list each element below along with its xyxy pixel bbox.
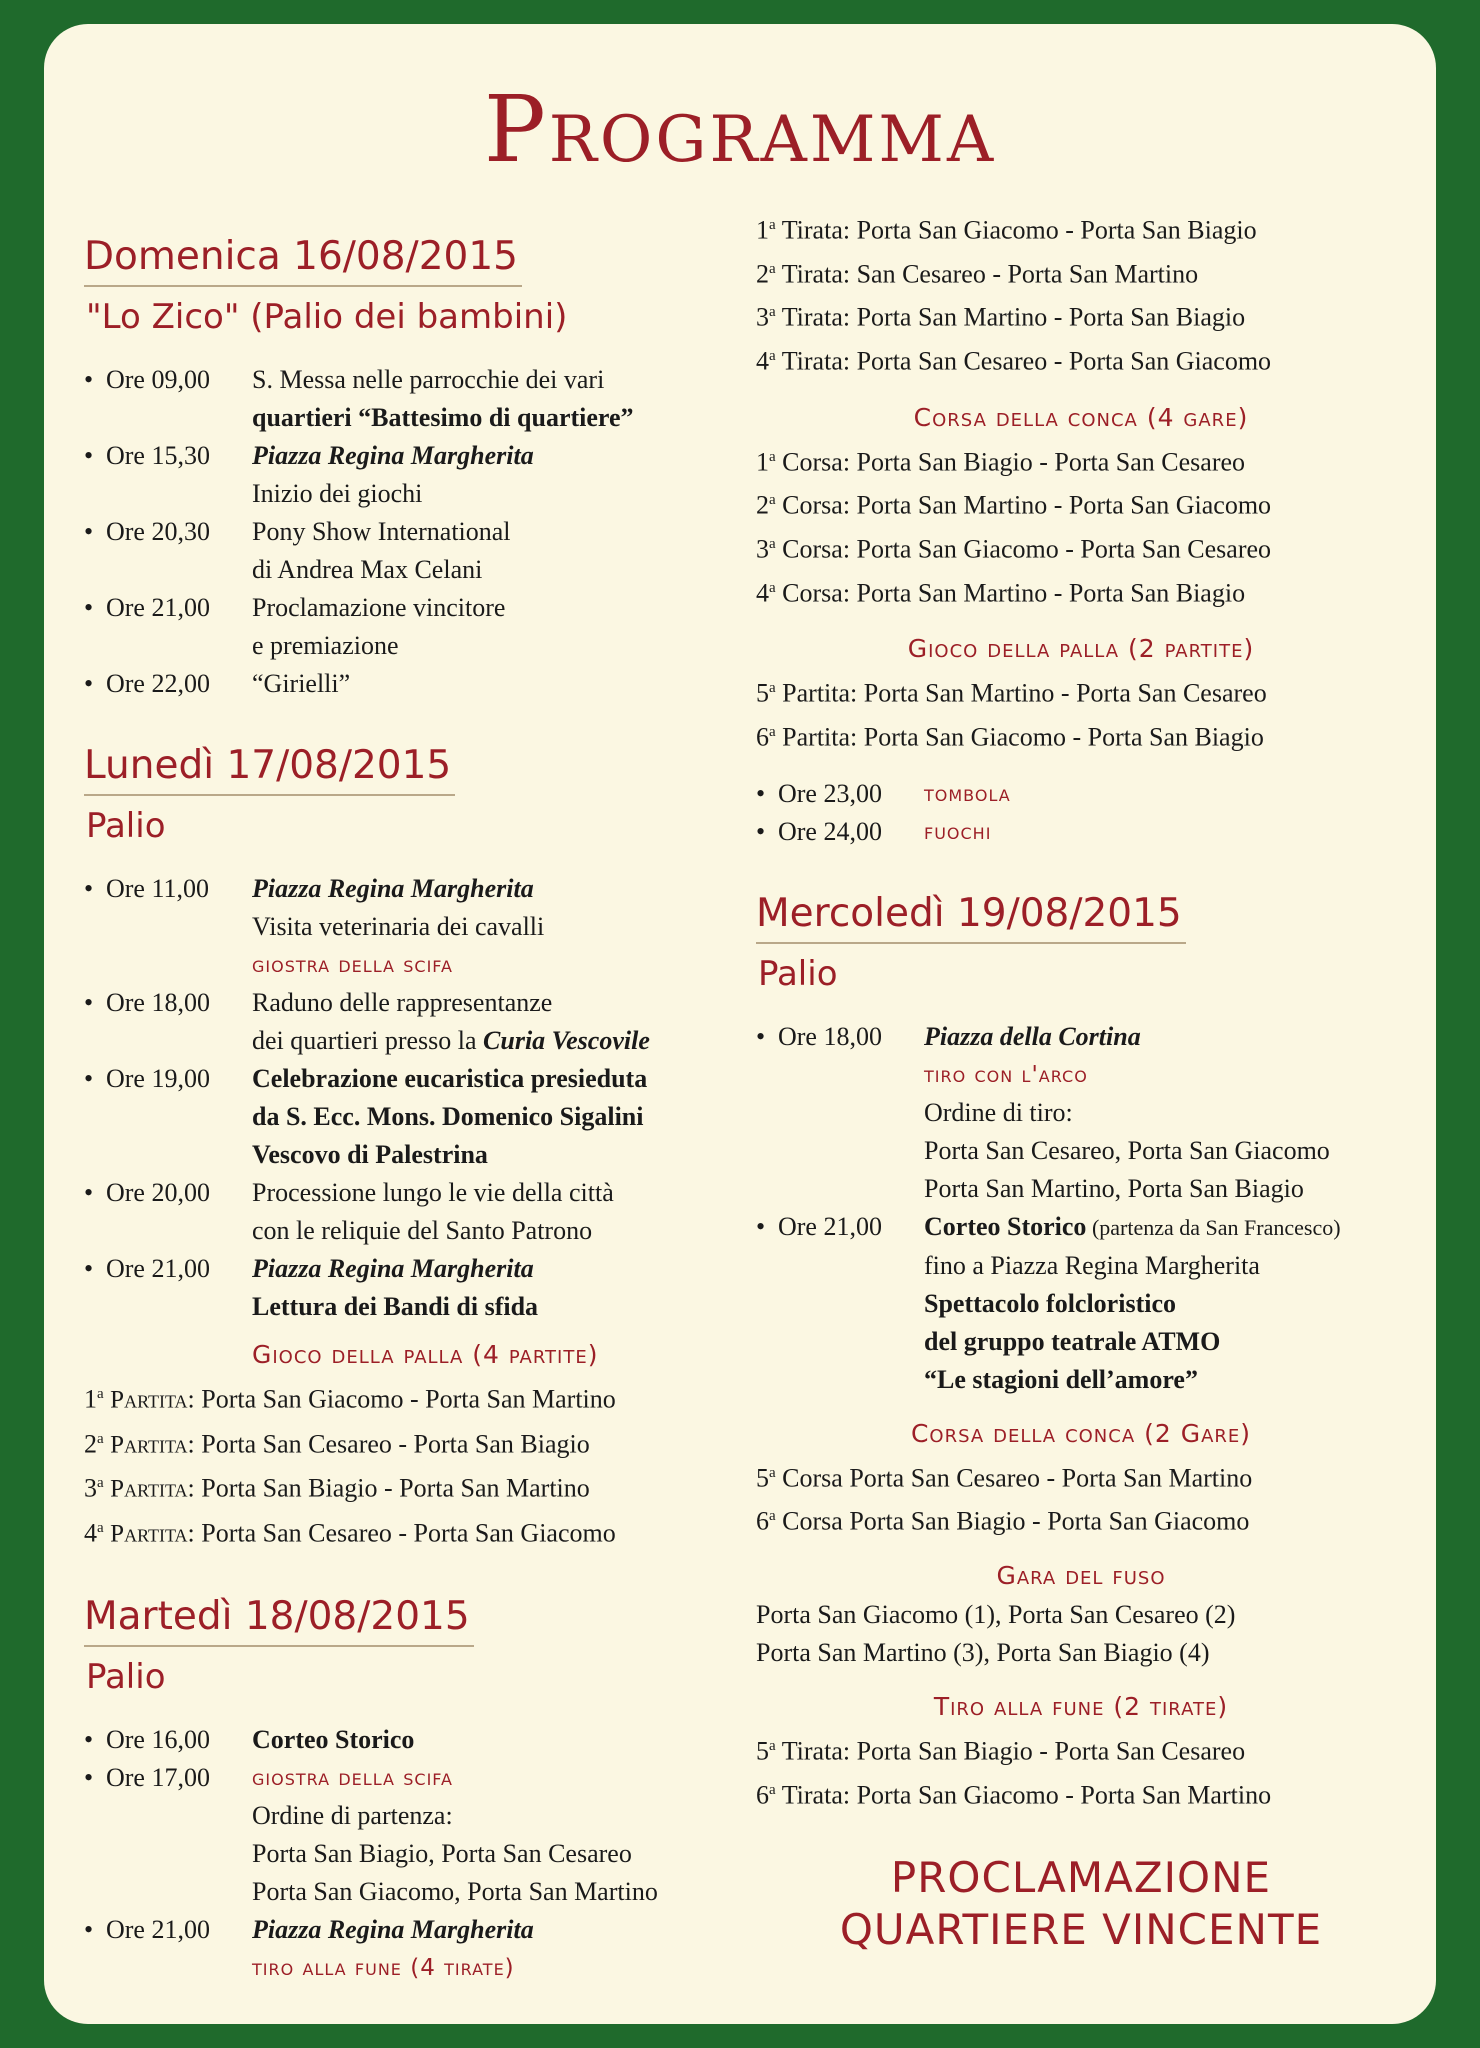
section-heading: Gioco della palla (2 partite) bbox=[907, 634, 1255, 664]
event-time: Ore 21,00 bbox=[106, 1254, 210, 1283]
bullet: • bbox=[84, 1178, 94, 1207]
event-time: Ore 16,00 bbox=[106, 1724, 210, 1754]
event-time: Ore 21,00 bbox=[106, 1914, 210, 1944]
bullet: • bbox=[84, 441, 94, 470]
match-line: 2$^a$ Partita: Porta San Cesareo - Porta San Biagio bbox=[84, 1429, 590, 1459]
event-line: Lettura dei Bandi di sfida bbox=[252, 1292, 539, 1321]
day-subtitle-tuesday: Palio bbox=[86, 1656, 166, 1697]
event-line: tombola bbox=[924, 780, 1011, 807]
event-item bbox=[84, 1250, 764, 1326]
bullet: • bbox=[84, 669, 94, 698]
bullet: • bbox=[84, 365, 94, 394]
event-item bbox=[756, 1208, 1406, 1399]
final-line-1: PROCLAMAZIONE bbox=[890, 1853, 1272, 1903]
corsa-line: 2$^a$ Corsa: Porta San Martino - Porta San Giacomo bbox=[756, 490, 1272, 520]
event-item bbox=[84, 437, 764, 513]
event-line: tiro alla fune (4 tirate) bbox=[252, 1954, 515, 1981]
event-line: “Le stagioni dell’amore” bbox=[924, 1364, 1198, 1394]
right-column bbox=[756, 206, 1406, 1956]
partita-line: 6$^a$ Partita: Porta San Giacomo - Porta San Biagio bbox=[756, 722, 1264, 752]
corsa-line: 4$^a$ Corsa: Porta San Martino - Porta San Biagio bbox=[756, 578, 1246, 608]
event-line: Piazza Regina Margherita bbox=[252, 874, 534, 903]
partita-line: 5$^a$ Partita: Porta San Martino - Porta San Cesareo bbox=[756, 678, 1267, 708]
day-subtitle-wednesday: Palio bbox=[758, 953, 838, 994]
event-line: Piazza Regina Margherita bbox=[252, 1914, 534, 1944]
corsa-line: 1$^a$ Corsa: Porta San Biagio - Porta San Cesareo bbox=[756, 447, 1246, 477]
event-line: Porta San Giacomo, Porta San Martino bbox=[252, 1876, 658, 1906]
section-heading: Corsa della conca (2 Gare) bbox=[910, 1418, 1252, 1448]
event-line: Vescovo di Palestrina bbox=[252, 1140, 488, 1169]
fuso-line: Porta San Giacomo (1), Porta San Cesareo (2) bbox=[756, 1599, 1236, 1629]
event-time: Ore 09,00 bbox=[106, 365, 210, 394]
tirata-line: 3$^a$ Tirata: Porta San Martino - Porta San Biagio bbox=[756, 302, 1246, 332]
event-line: Spettacolo folcloristico bbox=[924, 1288, 1176, 1318]
event-line: giostra della scifa bbox=[252, 1764, 453, 1791]
event-time: Ore 22,00 bbox=[106, 669, 210, 698]
event-line: Porta San Cesareo, Porta San Giacomo bbox=[924, 1135, 1330, 1165]
event-line: dei quartieri presso la bbox=[252, 1026, 484, 1055]
event-item bbox=[84, 589, 764, 665]
section-heading: Gioco della palla (4 partite) bbox=[252, 1340, 599, 1369]
event-time: Ore 20,30 bbox=[106, 517, 210, 546]
section-heading: Corsa della conca (4 gare) bbox=[913, 402, 1249, 432]
event-time: Ore 17,00 bbox=[106, 1762, 210, 1792]
section-heading: Tiro alla fune (2 tirate) bbox=[933, 1691, 1229, 1721]
event-line: Ordine di tiro: bbox=[924, 1097, 1073, 1127]
day-heading-wednesday: Mercoledì 19/08/2015 bbox=[756, 891, 1186, 944]
event-line: Visita veterinaria dei cavalli bbox=[252, 912, 545, 941]
event-time: Ore 20,00 bbox=[106, 1178, 210, 1207]
event-line: tiro con l'arco bbox=[924, 1061, 1088, 1088]
tirata-line: 5$^a$ Tirata: Porta San Biagio - Porta San Cesareo bbox=[756, 1736, 1246, 1766]
bullet: • bbox=[84, 1254, 94, 1283]
event-item bbox=[84, 513, 764, 589]
program-card bbox=[44, 24, 1436, 2024]
tirata-line: 4$^a$ Tirata: Porta San Cesareo - Porta San Giacomo bbox=[756, 346, 1272, 376]
event-line: del gruppo teatrale ATMO bbox=[924, 1326, 1221, 1356]
event-line: Ordine di partenza: bbox=[252, 1800, 453, 1830]
event-line: di Andrea Max Celani bbox=[252, 555, 483, 584]
event-line: Piazza Regina Margherita bbox=[252, 1254, 534, 1283]
event-item bbox=[84, 870, 764, 984]
corsa-line: 5$^a$ Corsa Porta San Cesareo - Porta San Martino bbox=[756, 1463, 1253, 1493]
event-line: fino a Piazza Regina Margherita bbox=[924, 1250, 1260, 1280]
event-item bbox=[756, 1018, 1406, 1208]
event-line: Corteo Storico bbox=[252, 1724, 415, 1754]
bullet: • bbox=[84, 593, 94, 622]
event-item bbox=[84, 1759, 764, 1911]
match-line: 1$^a$ Partita: Porta San Giacomo - Porta San Martino bbox=[84, 1384, 616, 1414]
bullet: • bbox=[84, 874, 94, 903]
tirata-line: 2$^a$ Tirata: San Cesareo - Porta San Martino bbox=[756, 259, 1199, 289]
event-line: quartieri “Battesimo di quartiere” bbox=[252, 403, 634, 432]
bullet: • bbox=[756, 816, 766, 846]
event-line: Processione lungo le vie della città bbox=[252, 1178, 614, 1207]
event-line: giostra della scifa bbox=[252, 952, 453, 978]
match-line: 3$^a$ Partita: Porta San Biagio - Porta San Martino bbox=[84, 1473, 590, 1503]
event-line: Inizio dei giochi bbox=[252, 479, 423, 508]
event-time: Ore 19,00 bbox=[106, 1064, 210, 1093]
event-line: Piazza Regina Margherita bbox=[252, 441, 534, 470]
corsa-line: 3$^a$ Corsa: Porta San Giacomo - Porta San Cesareo bbox=[756, 534, 1272, 564]
event-line-emph: Curia Vescovile bbox=[483, 1026, 650, 1055]
event-line: Raduno delle rappresentanze bbox=[252, 988, 553, 1017]
event-line: Proclamazione vincitore bbox=[252, 593, 506, 622]
event-line: Pony Show International bbox=[252, 517, 511, 546]
event-item bbox=[756, 813, 1406, 851]
bullet: • bbox=[84, 517, 94, 546]
bullet: • bbox=[756, 1211, 766, 1241]
event-line: Porta San Martino, Porta San Biagio bbox=[924, 1173, 1304, 1203]
event-time: Ore 21,00 bbox=[778, 1211, 882, 1241]
day-heading-sunday: Domenica 16/08/2015 bbox=[84, 234, 522, 287]
event-time: Ore 18,00 bbox=[778, 1021, 882, 1051]
event-item bbox=[84, 1721, 764, 1759]
fuso-line: Porta San Martino (3), Porta San Biagio (4) bbox=[756, 1637, 1210, 1667]
sunday-events bbox=[84, 361, 764, 703]
event-time: Ore 11,00 bbox=[106, 874, 210, 903]
match-line: 4$^a$ Partita: Porta San Cesareo - Porta San Giacomo bbox=[84, 1518, 616, 1548]
final-proclamation bbox=[756, 1852, 1406, 1956]
event-time: Ore 23,00 bbox=[778, 778, 882, 808]
event-line: “Girielli” bbox=[252, 669, 351, 698]
day-subtitle-sunday: "Lo Zico" (Palio dei bambini) bbox=[86, 297, 568, 337]
event-line: Piazza della Cortina bbox=[924, 1021, 1141, 1051]
section-heading: Gara del fuso bbox=[996, 1560, 1166, 1590]
event-line: da S. Ecc. Mons. Domenico Sigalini bbox=[252, 1102, 644, 1131]
event-time: Ore 24,00 bbox=[778, 816, 882, 846]
event-line: Corteo Storico bbox=[924, 1211, 1087, 1241]
event-time: Ore 21,00 bbox=[106, 593, 210, 622]
corsa-line: 6$^a$ Corsa Porta San Biagio - Porta San Giacomo bbox=[756, 1506, 1250, 1536]
event-item bbox=[84, 1060, 764, 1174]
event-line: con le reliquie del Santo Patrono bbox=[252, 1216, 593, 1245]
event-line: e premiazione bbox=[252, 631, 399, 660]
bullet: • bbox=[756, 778, 766, 808]
event-item bbox=[84, 665, 764, 703]
event-line: Porta San Biagio, Porta San Cesareo bbox=[252, 1838, 632, 1868]
event-item bbox=[84, 984, 764, 1060]
bullet: • bbox=[84, 988, 94, 1017]
event-item bbox=[84, 361, 764, 437]
day-heading-tuesday: Martedì 18/08/2015 bbox=[84, 1594, 474, 1647]
event-time: Ore 15,30 bbox=[106, 441, 210, 470]
event-line-note: (partenza da San Francesco) bbox=[1086, 1214, 1341, 1240]
final-line-2: QUARTIERE VINCENTE bbox=[839, 1905, 1323, 1955]
bullet: • bbox=[84, 1762, 94, 1792]
day-heading-monday: Lunedì 17/08/2015 bbox=[84, 743, 455, 796]
page-title: Programma bbox=[483, 76, 997, 183]
bullet: • bbox=[756, 1021, 766, 1051]
event-item bbox=[84, 1174, 764, 1250]
left-column bbox=[84, 234, 764, 1987]
event-time: Ore 18,00 bbox=[106, 988, 210, 1017]
event-line: S. Messa nelle parrocchie dei vari bbox=[252, 365, 605, 394]
bullet: • bbox=[84, 1724, 94, 1754]
event-item bbox=[84, 1911, 764, 1987]
event-line: fuochi bbox=[924, 818, 992, 845]
event-item bbox=[756, 775, 1406, 813]
day-subtitle-monday: Palio bbox=[86, 806, 166, 846]
bullet: • bbox=[84, 1064, 94, 1093]
bullet: • bbox=[84, 1914, 94, 1944]
tirata-line: 1$^a$ Tirata: Porta San Giacomo - Porta San Biagio bbox=[756, 215, 1257, 245]
event-line: Celebrazione eucaristica presieduta bbox=[252, 1064, 648, 1093]
tirata-line: 6$^a$ Tirata: Porta San Giacomo - Porta San Martino bbox=[756, 1780, 1272, 1810]
